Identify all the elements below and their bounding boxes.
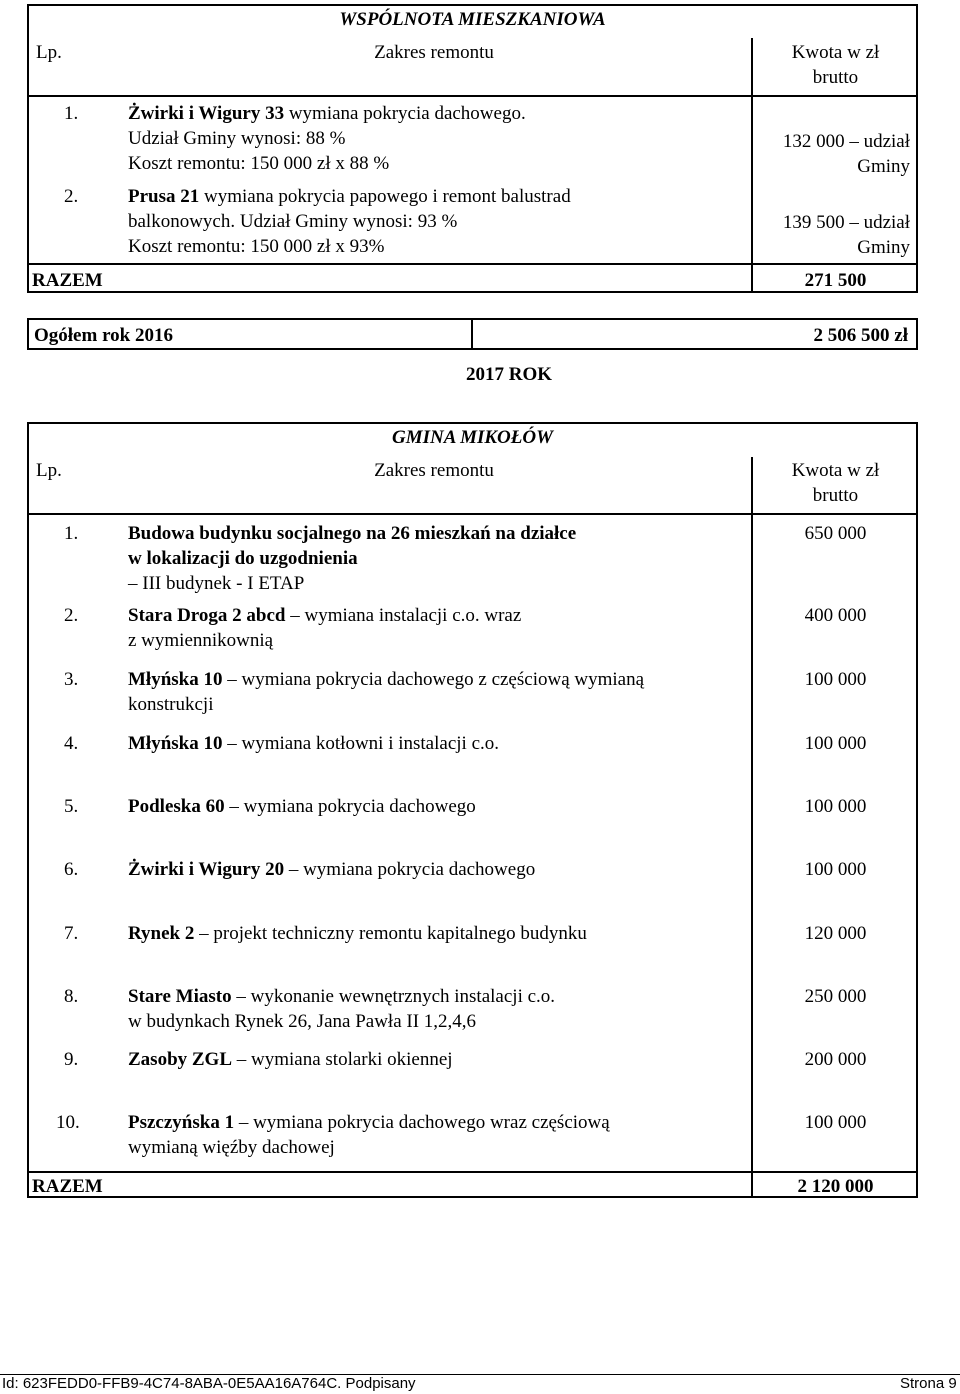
gmina-row-description — [128, 1047, 453, 1072]
gmina-row-amount: 100 000 — [804, 669, 867, 690]
gmina-row-text: – wymiana instalacji c.o. wraz — [290, 605, 522, 626]
footer-document-id: Id: 623FEDD0-FFB9-4C74-8ABA-0E5AA16A764C. Podpisany — [2, 1375, 416, 1392]
gmina-row-address: Żwirki i Wigury 20 — [128, 859, 285, 880]
wspolnota-row-address: Żwirki i Wigury 33 — [128, 103, 285, 124]
gmina-row-description — [128, 1110, 610, 1135]
wspolnota-row-lp: 2. — [64, 186, 79, 207]
gmina-row-amount: 250 000 — [804, 986, 867, 1007]
gmina-row-lp: 8. — [64, 986, 79, 1007]
gmina-row-address: Podleska 60 — [128, 796, 225, 817]
gmina-row-text: – wymiana pokrycia dachowego z częściową wymianą — [227, 669, 645, 690]
gmina-row-text-2: konstrukcji — [128, 694, 214, 715]
gmina-row-address: Zasoby ZGL — [128, 1049, 233, 1070]
gmina-row-address: Rynek 2 — [128, 923, 195, 944]
wspolnota-header-divider — [27, 95, 918, 97]
gmina-row-text: – wymiana pokrycia dachowego wraz częściową — [238, 1112, 610, 1133]
wspolnota-row-amount-2: Gminy — [857, 237, 910, 258]
wspolnota-row-lp: 1. — [64, 103, 79, 124]
wspolnota-row-share: Udział Gminy wynosi: 88 % — [128, 128, 346, 149]
gmina-row-address: Budowa budynku socjalnego na 26 mieszkań na działce — [128, 523, 577, 544]
gmina-row-amount: 100 000 — [804, 796, 867, 817]
gmina-row-text: – III budynek - I ETAP — [128, 573, 305, 594]
gmina-row-lp: 9. — [64, 1049, 79, 1070]
gmina-col-kwota: Kwota w zł — [791, 460, 880, 481]
gmina-total-divider — [27, 1171, 918, 1173]
gmina-row-description — [128, 984, 555, 1009]
gmina-row-text-2: wymianą więźby dachowej — [128, 1137, 335, 1158]
wspolnota-row-amount: 132 000 – udział — [782, 131, 910, 152]
gmina-row-lp: 2. — [64, 605, 79, 626]
wspolnota-row-cost: Koszt remontu: 150 000 zł x 88 % — [128, 153, 390, 174]
wspolnota-row-address: Prusa 21 — [128, 186, 200, 207]
footer-page-number: Strona 9 — [900, 1375, 957, 1392]
gmina-row-lp: 3. — [64, 669, 79, 690]
gmina-row-amount: 650 000 — [804, 523, 867, 544]
gmina-row-text: – projekt techniczny remontu kapitalnego budynku — [199, 923, 587, 944]
wspolnota-row-cost: Koszt remontu: 150 000 zł x 93% — [128, 236, 385, 257]
gmina-row-text-2: z wymiennikownią — [128, 630, 274, 651]
wspolnota-title: WSPÓLNOTA MIESZKANIOWA — [339, 9, 606, 30]
gmina-amount-column-divider — [751, 457, 753, 1198]
wspolnota-row-amount-2: Gminy — [857, 156, 910, 177]
gmina-row-text: – wymiana stolarki okiennej — [236, 1049, 453, 1070]
gmina-row-amount: 100 000 — [804, 859, 867, 880]
wspolnota-col-zakres: Zakres remontu — [374, 42, 494, 63]
wspolnota-total-value: 271 500 — [804, 270, 867, 291]
wspolnota-col-kwota-2: brutto — [812, 67, 859, 88]
gmina-row-text: – wymiana kotłowni i instalacji c.o. — [227, 733, 500, 754]
gmina-col-lp: Lp. — [36, 460, 62, 481]
gmina-row-address: Stara Droga 2 abcd — [128, 605, 286, 626]
gmina-col-zakres: Zakres remontu — [374, 460, 494, 481]
gmina-row-text-2: w budynkach Rynek 26, Jana Pawła II 1,2,4,6 — [128, 1011, 477, 1032]
gmina-row-description — [128, 731, 499, 756]
wspolnota-row-text-2: balkonowych. Udział Gminy wynosi: 93 % — [128, 211, 458, 232]
gmina-row-address: Pszczyńska 1 — [128, 1112, 235, 1133]
gmina-row-amount: 200 000 — [804, 1049, 867, 1070]
gmina-row-description — [128, 667, 644, 692]
ogolem-value: 2 506 500 zł — [813, 325, 908, 346]
wspolnota-row-text: wymiana pokrycia dachowego. — [288, 103, 526, 124]
year-heading: 2017 ROK — [466, 364, 553, 385]
wspolnota-row-description — [128, 184, 571, 209]
gmina-row-lp: 5. — [64, 796, 79, 817]
gmina-row-amount: 100 000 — [804, 733, 867, 754]
ogolem-label: Ogółem rok 2016 — [34, 325, 173, 346]
gmina-row-amount: 100 000 — [804, 1112, 867, 1133]
gmina-row-description — [128, 603, 521, 628]
gmina-row-lp: 10. — [56, 1112, 80, 1133]
gmina-row-lp: 1. — [64, 523, 79, 544]
wspolnota-col-lp: Lp. — [36, 42, 62, 63]
gmina-row-description — [128, 921, 587, 946]
gmina-row-amount: 400 000 — [804, 605, 867, 626]
gmina-row-text: – wykonanie wewnętrznych instalacji c.o. — [236, 986, 556, 1007]
wspolnota-row-text: wymiana pokrycia papowego i remont balustrad — [204, 186, 571, 207]
gmina-total-label: RAZEM — [32, 1176, 103, 1197]
wspolnota-col-kwota: Kwota w zł — [791, 42, 880, 63]
gmina-row-address-2: w lokalizacji do uzgodnienia — [128, 548, 358, 569]
gmina-total-value: 2 120 000 — [797, 1176, 874, 1197]
gmina-row-address: Młyńska 10 — [128, 733, 223, 754]
gmina-row-address: Młyńska 10 — [128, 669, 223, 690]
gmina-header-divider — [27, 513, 918, 515]
gmina-col-kwota-2: brutto — [812, 485, 859, 506]
gmina-row-lp: 6. — [64, 859, 79, 880]
wspolnota-total-divider — [27, 263, 918, 265]
gmina-row-address: Stare Miasto — [128, 986, 232, 1007]
gmina-row-description — [128, 794, 476, 819]
wspolnota-total-label: RAZEM — [32, 270, 103, 291]
wspolnota-row-description — [128, 101, 526, 126]
gmina-row-lp: 4. — [64, 733, 79, 754]
gmina-row-text: – wymiana pokrycia dachowego — [229, 796, 476, 817]
gmina-row-amount: 120 000 — [804, 923, 867, 944]
gmina-row-text: – wymiana pokrycia dachowego — [288, 859, 536, 880]
gmina-row-description — [128, 857, 535, 882]
wspolnota-row-amount: 139 500 – udział — [782, 212, 910, 233]
gmina-row-lp: 7. — [64, 923, 79, 944]
gmina-title: GMINA MIKOŁÓW — [391, 427, 553, 448]
